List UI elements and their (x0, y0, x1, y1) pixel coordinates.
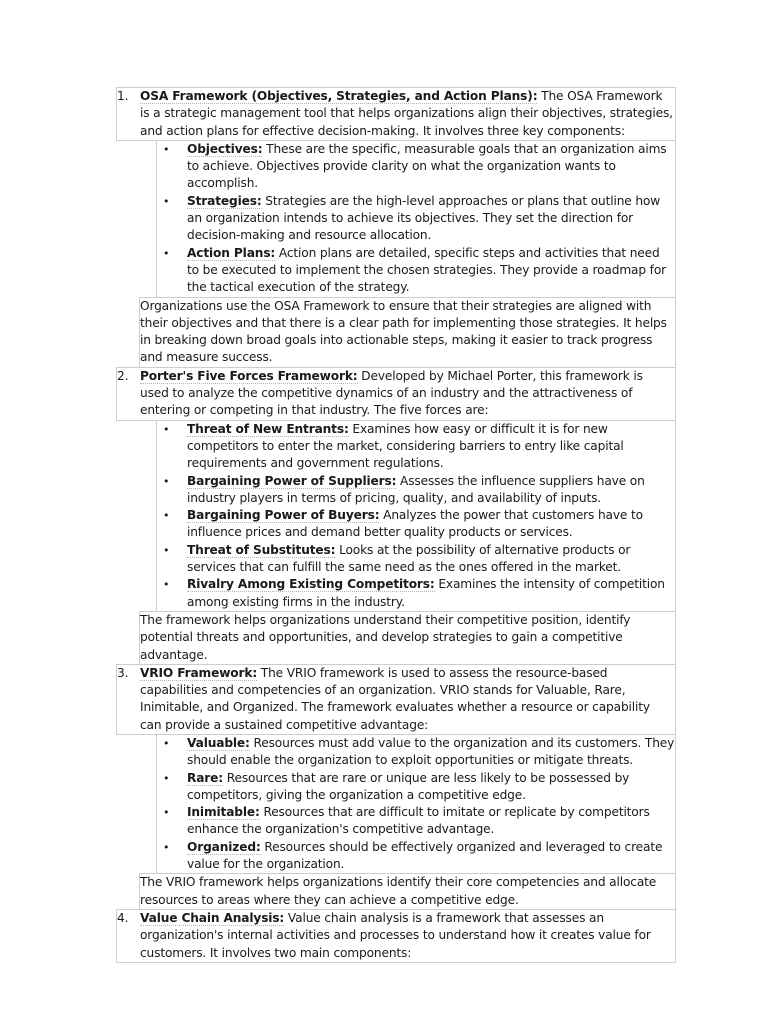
bullet-item (163, 141, 675, 193)
bullet-item (163, 735, 675, 770)
bullet-item (163, 473, 675, 508)
closing-paragraph: Organizations use the OSA Framework to ensure that their strategies are aligned with their objectives and that there is a clear path for implementing those strategies. It helps in breaking down broad goals into actionable steps, making it easier to track progress and measure success. (139, 297, 676, 368)
bullet-dot-icon: • (163, 736, 170, 750)
bullet-term: Objectives: (187, 141, 263, 156)
numbered-item (116, 367, 676, 421)
bullet-dot-icon: • (163, 771, 170, 785)
closing-paragraph: The VRIO framework helps organizations identify their core competencies and allocate resources to areas where they can achieve a competitive edge. (139, 873, 676, 910)
bullet-term: Bargaining Power of Suppliers: (187, 473, 397, 488)
bullet-item (163, 839, 675, 874)
bullet-dot-icon: • (163, 578, 170, 592)
bullet-item (163, 507, 675, 542)
bullet-item (163, 542, 675, 577)
bullet-text: Resources must add value to the organization and its customers. They should enable the organization to exploit opportunities or mitigate threats. (187, 735, 675, 768)
bullet-text: Examines how easy or difficult it is for new competitors to enter the market, considering barriers to entry like capital requirements and government regulations. (187, 421, 624, 471)
bullet-term: Action Plans: (187, 245, 276, 260)
bullet-dot-icon: • (163, 422, 170, 436)
bullet-term: Threat of New Entrants: (187, 421, 349, 436)
bullet-text: Resources should be effectively organized and leveraged to create value for the organization. (187, 839, 663, 872)
bullet-text: Resources that are difficult to imitate or replicate by competitors enhance the organization's competitive advantage. (187, 805, 650, 837)
numbered-item (116, 664, 676, 735)
bullet-item (163, 770, 675, 805)
item-number: 2. (117, 368, 129, 383)
bullet-text: These are the specific, measurable goals that an organization aims to achieve. Objectives provide clarity on what the organization wants to accomplish. (187, 141, 667, 191)
item-title: Porter's Five Forces Framework: (140, 368, 358, 383)
bullet-item (163, 245, 675, 297)
bullet-text: Examines the intensity of competition among existing firms in the industry. (187, 577, 665, 609)
bullet-term: Inimitable: (187, 805, 260, 820)
item-intro: The VRIO framework is used to assess the resource-based capabilities and competencies of an organization. VRIO stands for Valuable, Rare, Inimitable, and Organized. The framework evaluates whether a resource or capability can provide a sustained competitive advantage: (140, 665, 650, 732)
item-number: 3. (117, 665, 129, 680)
bullet-dot-icon: • (163, 142, 170, 156)
bullet-dot-icon: • (163, 246, 170, 260)
bullet-text: Strategies are the high-level approaches or plans that outline how an organization intends to achieve its objectives. They set the direction for decision-making and resource allocation. (187, 193, 661, 243)
bullet-term: Rivalry Among Existing Competitors: (187, 577, 435, 592)
bullet-text: Looks at the possibility of alternative products or services that can fulfill the same need as the ones offered in the market. (187, 542, 631, 575)
item-number: 1. (117, 89, 129, 103)
bullet-dot-icon: • (163, 194, 170, 208)
bullet-term: Threat of Substitutes: (187, 542, 336, 557)
bullet-item (163, 804, 675, 839)
item-title: VRIO Framework: (140, 665, 258, 680)
bullet-list (156, 734, 676, 874)
item-title: Value Chain Analysis: (140, 910, 285, 925)
bullet-text: Action plans are detailed, specific steps and activities that need to be executed to implement the chosen strategies. They provide a roadmap for the tactical execution of the strategy. (187, 245, 666, 295)
item-intro: The OSA Framework is a strategic management tool that helps organizations align their objectives, strategies, and action plans for effective decision-making. It involves three key components: (140, 89, 673, 138)
bullet-dot-icon: • (163, 806, 170, 820)
bullet-dot-icon: • (163, 840, 170, 854)
numbered-item (116, 909, 676, 963)
bullet-dot-icon: • (163, 509, 170, 523)
bullet-text: Analyzes the power that customers have to influence prices and demand better quality products or services. (187, 508, 643, 540)
bullet-item (163, 576, 675, 611)
bullet-text: Resources that are rare or unique are less likely to be possessed by competitors, giving the organization a competitive edge. (187, 770, 630, 802)
bullet-term: Strategies: (187, 193, 262, 208)
item-intro: Value chain analysis is a framework that assesses an organization's internal activities and processes to understand how it creates value for customers. It involves two main components: (140, 910, 651, 960)
bullet-text: Assesses the influence suppliers have on industry players in terms of pricing, quality, and availability of inputs. (187, 473, 645, 505)
bullet-term: Organized: (187, 839, 261, 854)
item-title: OSA Framework (Objectives, Strategies, and Action Plans): (140, 89, 538, 103)
bullet-list (156, 420, 676, 612)
bullet-dot-icon: • (163, 474, 170, 488)
bullet-dot-icon: • (163, 543, 170, 557)
closing-paragraph: The framework helps organizations understand their competitive position, identify potential threats and opportunities, and develop strategies to gain a competitive advantage. (139, 611, 676, 665)
document-body (116, 88, 676, 963)
bullet-term: Bargaining Power of Buyers: (187, 508, 380, 523)
bullet-list (156, 140, 676, 298)
bullet-term: Valuable: (187, 735, 250, 750)
item-number: 4. (117, 910, 129, 925)
item-intro: Developed by Michael Porter, this framework is used to analyze the competitive dynamics of an industry and the attractiveness of entering or competing in that industry. The five forces are: (140, 368, 643, 418)
bullet-term: Rare: (187, 770, 224, 785)
bullet-item (163, 421, 675, 473)
bullet-item (163, 193, 675, 245)
numbered-item (116, 87, 676, 141)
